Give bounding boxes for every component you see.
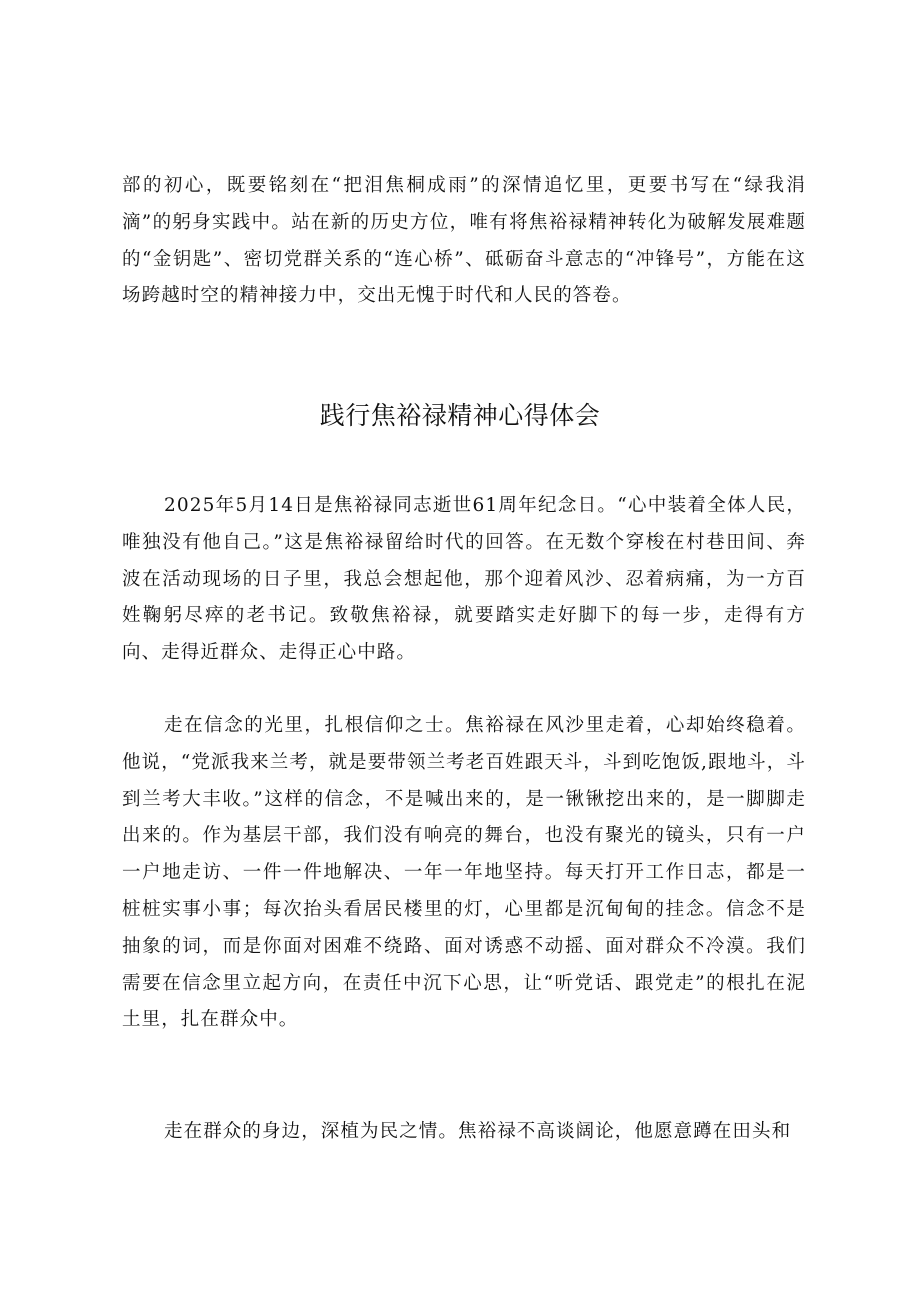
- body-paragraph: 2025年5月14日是焦裕禄同志逝世61周年纪念日。“心中装着全体人民，唯独没有他自己。”这是焦裕禄留给时代的回答。在无数个穿梭在村巷田间、奔波在活动现场的日子里，我总会想起他，那个迎着风沙、忍着病痛，为一方百姓鞠躬尽瘁的老书记。致敬焦裕禄，就要踏实走好脚下的每一步，走得有方向、走得近群众、走得正心中路。: [122, 495, 806, 664]
- body-paragraph: 走在信念的光里，扎根信仰之士。焦裕禄在风沙里走着，心却始终稳着。他说，“党派我来兰考，就是要带领兰考老百姓跟天斗，斗到吃饱饭,跟地斗，斗到兰考大丰收。”这样的信念，不是喊出来的，是一锹锹挖出来的，是一脚脚走出来的。作为基层干部，我们没有响亮的舞台，也没有聚光的镜头，只有一户一户地走访、一件一件地解决、一年一年地坚持。每天打开工作日志，都是一桩桩实事小事；每次抬头看居民楼里的灯，心里都是沉甸甸的挂念。信念不是抽象的词，而是你面对困难不绕路、面对诱惑不动摇、面对群众不冷漠。我们需要在信念里立起方向，在责任中沉下心思，让“听党话、跟党走”的根扎在泥土里，扎在群众中。: [122, 715, 806, 1031]
- body-paragraph: 走在群众的身边，深植为民之情。焦裕禄不高谈阔论，他愿意蹲在田头和: [164, 1121, 792, 1142]
- page-title: 践行焦裕禄精神心得体会: [319, 401, 601, 430]
- intro-paragraph: 部的初心，既要铭刻在“把泪焦桐成雨”的深情追忆里，更要书写在“绿我涓滴”的躬身实践中。站在新的历史方位，唯有将焦裕禄精神转化为破解发展难题的“金钥匙”、密切党群关系的“连心桥”、砥砺奋斗意志的“冲锋号”，方能在这场跨越时空的精神接力中，交出无愧于时代和人民的答卷。: [122, 175, 806, 307]
